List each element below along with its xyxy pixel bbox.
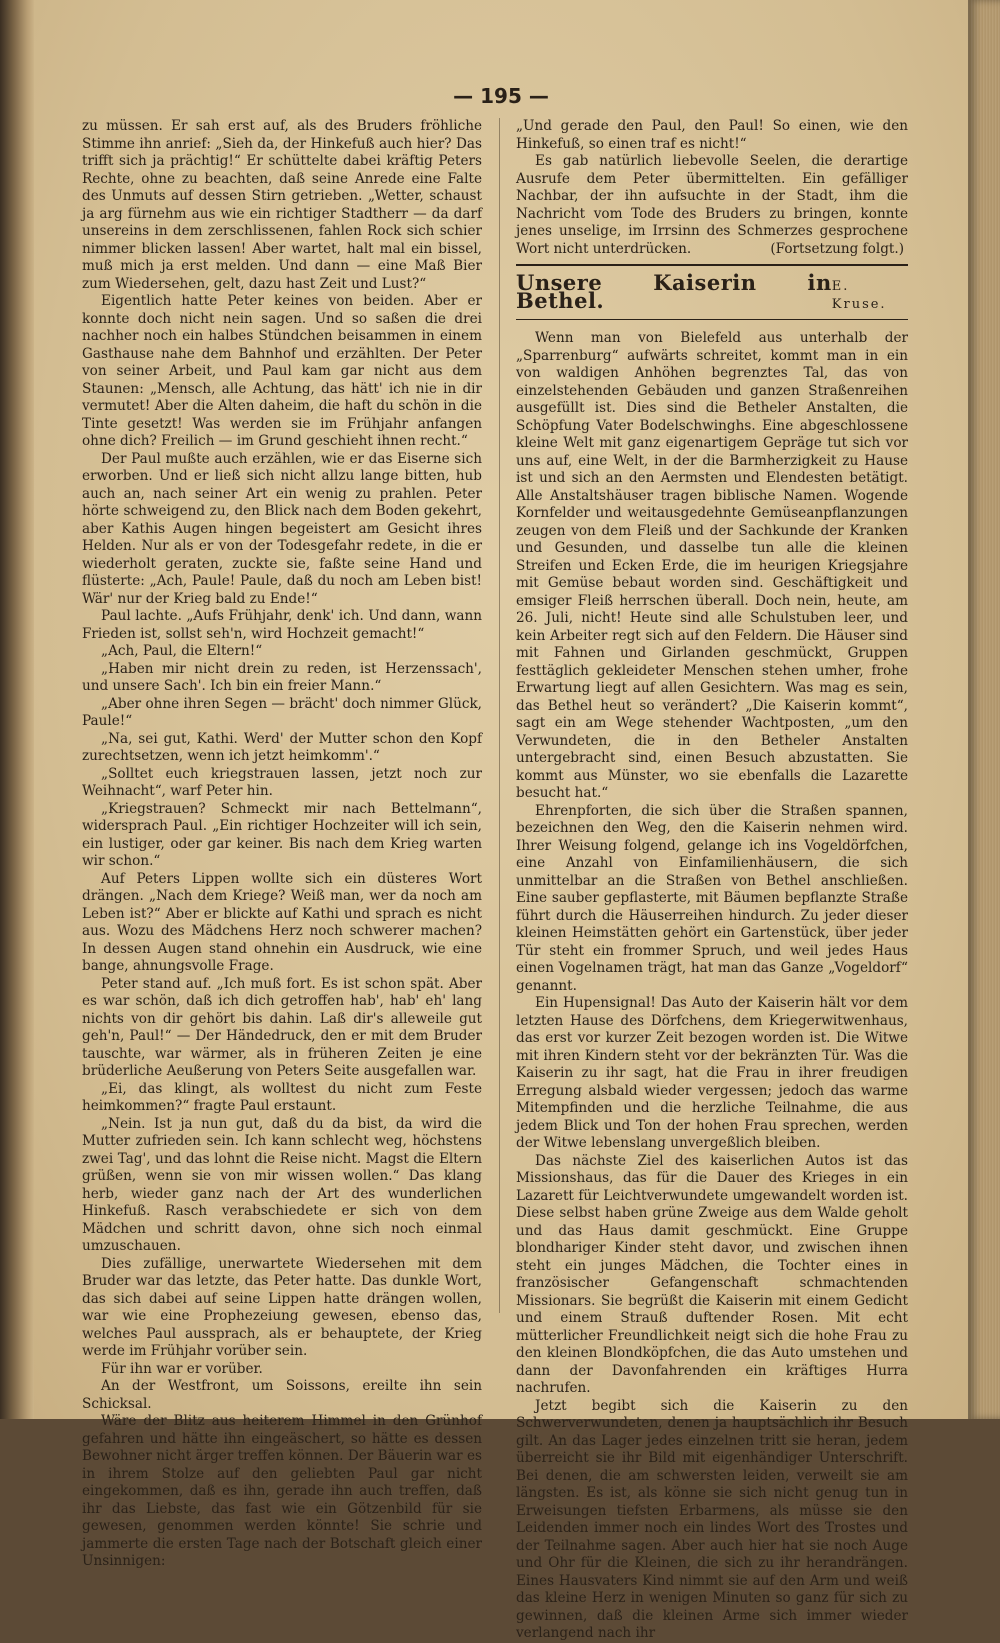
page-number: — 195 — [453,84,549,108]
paragraph: „Kriegstrauen? Schmeckt mir nach Bettelmann“, widersprach Paul. „Ein richtiger Hochzeiter will ich sein, ein lustiger, oder gar keiner. Bis nach dem Krieg warten wir schon.“ [82,800,482,869]
right-column [516,118,908,1643]
book-page-stack-edge [968,0,1000,1419]
paragraph: Eigentlich hatte Peter keines von beiden. Aber er konnte doch nicht nein sagen. Und so saßen die drei nachher noch ein halbes Stündchen beisammen in einem Gasthause nahe dem Bahnhof und erzählten. Der Peter von seiner Arbeit, und Paul kam gar nicht aus dem Staunen: „Mensch, alle Achtung, das hätt' ich nie in dir vermutet! Aber die Alten daheim, die haft du schön in die Tinte gesetzt! Was werden sie im Frühjahr anfangen ohne dich? Freilich — im Grund geschieht ihnen recht.“ [82,293,482,449]
article-title: Unsere Kaiserin in Bethel. [516,270,832,313]
title-rule [516,319,908,320]
article-header [516,270,908,313]
column-divider [499,118,500,1313]
paragraph: „Nein. Ist ja nun gut, daß du da bist, da wird die Mutter zufrieden sein. Ich kann schlecht weg, höchstens zwei Tag', und das lohnt die Reise nicht. Magst die Eltern grüßen, wenn sie von mir wissen wollen.“ Das klang herb, wieder ganz nach der Art des wunderlichen Hinkefuß. Rasch verabschiedete er sich von dem Mädchen und schritt davon, ohne sich noch einmal umzuschauen. [82,1115,482,1254]
article-author: E. Kruse. [831,279,887,312]
paragraph: Auf Peters Lippen wollte sich ein düsteres Wort drängen. „Nach dem Kriege? Weiß man, wer da noch am Leben ist?“ Aber er blickte auf Kathi und sprach es nicht aus. Wozu des Mädchens Herz noch schwerer machen? In dessen Augen stand ohnehin ein Ausdruck, wie eine bange, ahnungsvolle Frage. [82,870,482,974]
paragraph: zu müssen. Er sah erst auf, als des Bruders fröhliche Stimme ihn anrief: „Sieh da, der Hinkefuß auch hier? Das trifft sich ja prächtig!“ Er schüttelte dabei kräftig Peters Rechte, ohne zu beachten, daß seine Anrede eine Falte des Unmuts auf dessen Stirn getrieben. „Wetter, schaust ja arg fürnehm aus wie ein richtiger Stadtherr — da darf unsereins in dem zerschlissenen, fahlen Rock sich schier nimmer blicken lassen! Aber wartet, halt mal ein bissel, muß mich ja erst melden. Und dann — eine Maß Bier zum Wiedersehen, gelt, dazu hast Zeit und Lust?“ [82,118,482,292]
paragraph: Peter stand auf. „Ich muß fort. Es ist schon spät. Aber es war schön, daß ich dich getroffen hab', hab' eh' lang nichts von dir gehört bis dahin. Laß dir's alleweile gut geh'n, Paul!“ — Der Händedruck, den er mit dem Bruder tauschte, war wärmer, als in früheren Zeiten je eine brüderliche Aeußerung von Peters Seite ausgefallen war. [82,975,482,1079]
paragraph: Der Paul mußte auch erzählen, wie er das Eiserne sich erworben. Und er ließ sich nicht allzu lange bitten, hub auch an, nach seiner Art ein wenig zu prahlen. Peter hörte schweigend zu, den Blick nach dem Boden gekehrt, aber Kathis Augen hingen begeistert am Gesicht ihres Helden. Nur als er von der Todesgefahr redete, in die er wiederholt geraten, zuckte sie, faßte seine Hand und flüsterte: „Ach, Paule! Paule, daß du noch am Leben bist! Wär' nur der Krieg bald zu Ende!“ [82,450,482,607]
paragraph: Es gab natürlich liebevolle Seelen, die derartige Ausrufe dem Peter übermittelten. Ein gefälliger Nachbar, der ihn aufsuchte in der Stadt, ihm die Nachricht vom Tode des Bruders zu bringen, konnte jenes unselige, im Irrsinn des Schmerzes gesprochene Wort nicht unterdrücken. [516,153,908,257]
book-gutter-edge [0,0,34,1419]
left-column [82,118,482,1571]
paragraph: „Ach, Paul, die Eltern!“ [101,643,263,659]
paragraph: Dies zufällige, unerwartete Wiedersehen mit dem Bruder war das letzte, das Peter hatte. Das dunkle Wort, das sich dabei auf seine Lippen hatte drängen wollen, war wie eine Prophezeiung gewesen, ebenso das, welches Paul aussprach, als er behauptete, der Krieg werde im Frühjahr vorüber sein. [82,1255,482,1359]
paragraph: Wenn man von Bielefeld aus unterhalb der „Sparrenburg“ aufwärts schreitet, kommt man in ein von waldigen Anhöhen begrenztes Tal, das von einzelstehenden Gebäuden und ganzen Straßenreihen ausgefüllt ist. Dies sind die Betheler Anstalten, die Schöpfung Vater Bodelschwinghs. Eine abgeschlossene kleine Welt mit ganz eigenartigem Gepräge tut sich vor uns auf, eine Welt, in der die Barmherzigkeit zu Hause ist und sich an den Aermsten und Elendesten betätigt. Alle Anstaltshäuser tragen biblische Namen. Wogende Kornfelder und weitausgedehnte Gemüseanpflanzungen zeugen von dem Fleiß und der Sachkunde der Kranken und Gesunden, und dasselbe tun alle die kleinen Streifen und Ecken Erde, die im heurigen Kriegsjahre mit Gemüse bebaut worden sind. Geschäftigkeit und emsiger Fleiß herrschen überall. Doch nein, heute, am 26. Juli, nicht! Heute sind alle Schulstuben leer, und kein Arbeiter regt sich auf den Feldern. Die Häuser sind mit Fahnen und Girlanden geschmückt, Gruppen festtäglich gekleideter Menschen stehen umher, frohe Erwartung liegt auf allen Gesichtern. Was mag es sein, das Bethel heut so verändert? „Die Kaiserin kommt“, sagt ein am Wege stehender Wachtposten, „um den Verwundeten, die in den Betheler Anstalten untergebracht sind, einen Besuch abzustatten. Sie kommt aus Münster, wo sie ebenfalls die Lazarette besucht hat.“ [516,330,908,801]
paragraph: Das nächste Ziel des kaiserlichen Autos ist das Missionshaus, das für die Dauer des Krieges in ein Lazarett für Leichtverwundete umgewandelt worden ist. Diese selbst haben grüne Zweige aus dem Walde geholt und das Haus damit geschmückt. Eine Gruppe blondhariger Kinder steht davor, und zwischen ihnen steht ein junges Mädchen, die Tochter eines in französischer Gefangenschaft schmachtenden Missionars. Sie begrüßt die Kaiserin mit einem Gedicht und einem Strauß duftender Rosen. Mit echt mütterlicher Freundlichkeit neigt sich die hohe Frau zu den kleinen Blondköpfchen, die das Auto umstehen und dann der Davonfahrenden ein kräftiges Hurra nachrufen. [516,1152,908,1396]
paragraph: „Ei, das klingt, als wolltest du nicht zum Feste heimkommen?“ fragte Paul erstaunt. [82,1080,482,1114]
paragraph: Für ihn war er vorüber. [101,1360,263,1377]
paragraph: Ein Hupensignal! Das Auto der Kaiserin hält vor dem letzten Hause des Dörfchens, dem Kriegerwitwenhaus, das erst vor kurzer Zeit bezogen worden ist. Die Witwe mit ihren Kindern steht vor der bekränzten Tür. Was die Kaiserin zu ihr sagt, hat die Frau in ihrer freudigen Erregung alsbald wieder vergessen; jedoch das warme Mitempfinden und die herzliche Teilnahme, die aus jedem Blick und Ton der hohen Frau sprechen, werden der Witwe lebenslang unvergeßlich bleiben. [516,995,908,1151]
paragraph: Ehrenpforten, die sich über die Straßen spannen, bezeichnen den Weg, den die Kaiserin nehmen wird. Ihrer Weisung folgend, gelange ich ins Vogeldörfchen, eine Anzahl von Einfamilienhäusern, die sich unmittelbar an die Straßen von Bethel anschließen. Eine sauber gepflasterte, mit Bäumen bepflanzte Straße führt durch die Häuserreihen hindurch. Zu jeder dieser kleinen Heimstätten gehört ein Gartenstück, über jeder Tür steht ein frommer Spruch, und weil jedes Haus einen Vogelnamen trägt, hat man das Ganze „Vogeldorf“ genannt. [516,802,908,994]
paragraph: Wäre der Blitz aus heiterem Himmel in den Grünhof gefahren und hätte ihn eingeäschert, so hätte es dessen Bewohner nicht ärger treffen können. Der Bäuerin war es in ihrem Stolze auf den geliebten Paul gar nicht eingekommen, daß es ihn, gerade ihn auch treffen, daß ihr das Liebste, das fast wie ein Götzenbild für sie gewesen, genommen werden könnte! Sie schrie und jammerte die ersten Tage nach der Botschaft gleich einer Unsinnigen: [82,1413,482,1569]
paragraph: „Und gerade den Paul, den Paul! So einen, wie den Hinkefuß, so einen traf es nicht!“ [516,118,908,152]
paragraph: Jetzt begibt sich die Kaiserin zu den Schwerverwundeten, denen ja hauptsächlich ihr Besuch gilt. An das Lager jedes einzelnen tritt sie heran, jedem überreicht sie ihr Bild mit eigenhändiger Unterschrift. Bei denen, die am schwersten leiden, verweilt sie am längsten. Es ist, als könne sie sich nicht genug tun in Erweisungen tiefsten Erbarmens, als müsse sie den Leidenden immer noch ein lindes Wort des Trostes und der Teilnahme sagen. Aber auch hier hat sie noch Auge und Ohr für die Kleinen, die sich zu ihr herandrängen. Eines Hausvaters Kind nimmt sie auf den Arm und weiß das kleine Herz in wenigen Minuten so ganz für sich zu gewinnen, daß die kleinen Arme sich immer wieder verlangend nach ihr [516,1397,908,1641]
paragraph: „Solltet euch kriegstrauen lassen, jetzt noch zur Weihnacht“, warf Peter hin. [82,765,482,799]
continuation-note: (Fortsetzung folgt.) [770,240,904,257]
paragraph: Paul lachte. „Aufs Frühjahr, denk' ich. Und dann, wann Frieden ist, sollst seh'n, wird Hochzeit gemacht!“ [82,608,482,642]
book-page [34,0,968,1641]
paragraph: An der Westfront, um Soissons, ereilte ihn sein Schicksal. [82,1378,482,1412]
section-rule [516,264,908,266]
paragraph: „Na, sei gut, Kathi. Werd' der Mutter schon den Kopf zurechtsetzen, wenn ich jetzt heimkomm'.“ [82,730,482,764]
paragraph: „Aber ohne ihren Segen — brächt' doch nimmer Glück, Paule!“ [82,695,482,729]
paragraph: „Haben mir nicht drein zu reden, ist Herzenssach', und unsere Sach'. Ich bin ein freier Mann.“ [82,660,482,694]
